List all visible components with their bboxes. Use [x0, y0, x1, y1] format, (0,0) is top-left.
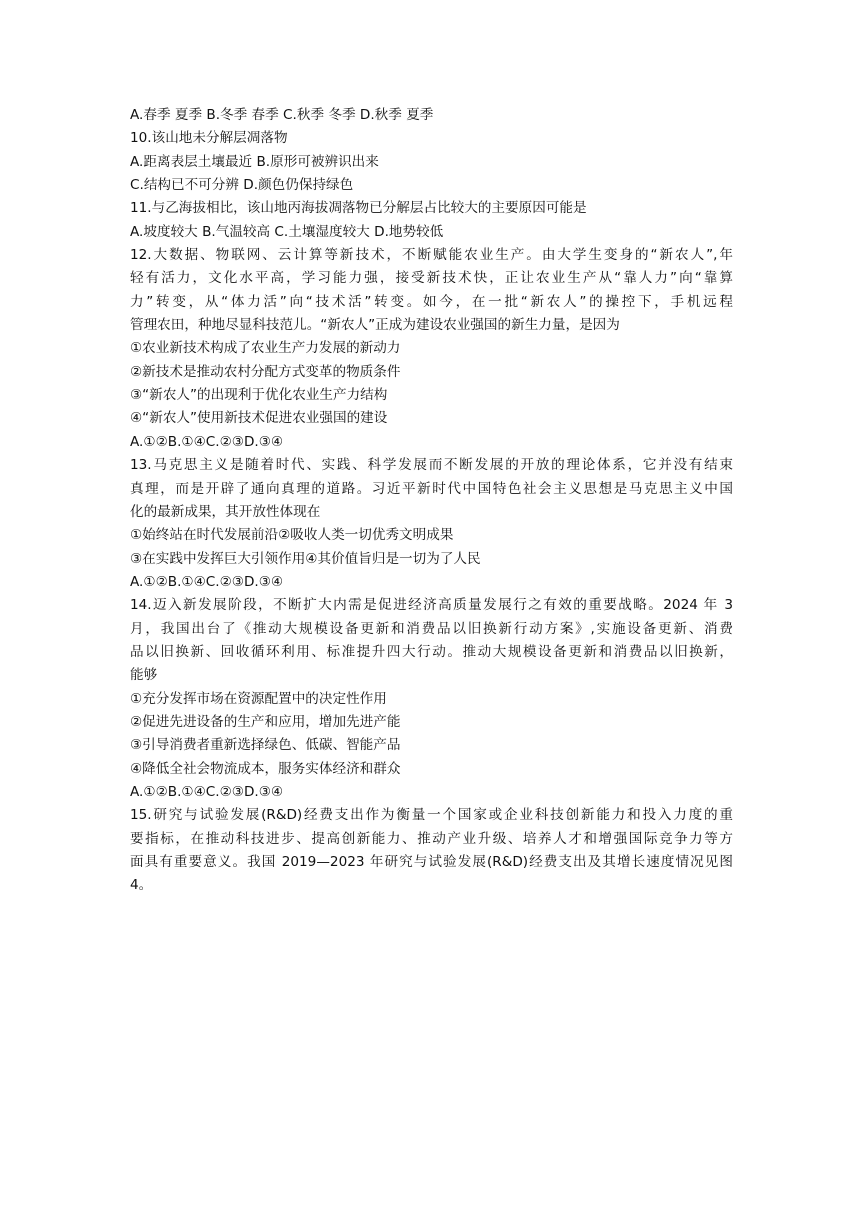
text-line: 要指标，在推动科技进步、提高创新能力、推动产业升级、培养人才和增强国际竞争力等方 — [130, 830, 733, 847]
text-line: A.坡度较大 B.气温较高 C.土壤湿度较大 D.地势较低 — [130, 223, 444, 240]
text-line: 轻有活力，文化水平高，学习能力强，接受新技术快，正让农业生产从“靠人力”向“靠算 — [130, 270, 733, 287]
text-line: 13.马克思主义是随着时代、实践、科学发展而不断发展的开放的理论体系，它并没有结束 — [130, 457, 733, 474]
text-line: ①始终站在时代发展前沿②吸收人类一切优秀文明成果 — [130, 527, 454, 544]
text-line: 月，我国出台了《推动大规模设备更新和消费品以旧换新行动方案》,实施设备更新、消费 — [130, 620, 733, 637]
text-line: 15.研究与试验发展(R&D)经费支出作为衡量一个国家或企业科技创新能力和投入力度的重 — [130, 807, 733, 824]
document-page — [130, 104, 733, 898]
text-line: ①农业新技术构成了农业生产力发展的新动力 — [130, 340, 401, 357]
text-line: 12.大数据、物联网、云计算等新技术，不断赋能农业生产。由大学生变身的“新农人”,年 — [130, 247, 733, 264]
text-line: C.结构已不可分辨 D.颜色仍保持绿色 — [130, 177, 354, 194]
text-line: 4。 — [130, 877, 153, 894]
text-line: ③“新农人”的出现利于优化农业生产力结构 — [130, 387, 388, 404]
text-line: ②新技术是推动农村分配方式变革的物质条件 — [130, 363, 401, 380]
text-line: ②促进先进设备的生产和应用，增加先进产能 — [130, 713, 401, 730]
text-line: A.①②B.①④C.②③D.③④ — [130, 573, 284, 590]
text-line: 10.该山地未分解层凋落物 — [130, 130, 288, 147]
text-line: 11.与乙海拔相比，该山地丙海拔凋落物已分解层占比较大的主要原因可能是 — [130, 200, 587, 217]
text-line: ①充分发挥市场在资源配置中的决定性作用 — [130, 690, 387, 707]
text-line: 品以旧换新、回收循环利用、标准提升四大行动。推动大规模设备更新和消费品以旧换新， — [130, 643, 733, 660]
text-line: 14.迈入新发展阶段，不断扩大内需是促进经济高质量发展行之有效的重要战略。2024 年 3 — [130, 597, 733, 614]
text-line: 面具有重要意义。我国 2019—2023 年研究与试验发展(R&D)经费支出及其增长速度情况见图 — [130, 854, 733, 870]
text-line: ④降低全社会物流成本，服务实体经济和群众 — [130, 760, 401, 777]
text-line: 能够 — [130, 667, 158, 684]
text-line: ③在实践中发挥巨大引领作用④其价值旨归是一切为了人民 — [130, 550, 481, 567]
text-line: 真理，而是开辟了通向真理的道路。习近平新时代中国特色社会主义思想是马克思主义中国 — [130, 480, 733, 497]
text-line: A.距离表层土壤最近 B.原形可被辨识出来 — [130, 153, 379, 170]
text-line: A.春季 夏季 B.冬季 春季 C.秋季 冬季 D.秋季 夏季 — [130, 107, 434, 123]
text-line: ④“新农人”使用新技术促进农业强国的建设 — [130, 410, 388, 427]
text-line: A.①②B.①④C.②③D.③④ — [130, 433, 284, 450]
text-line: 化的最新成果，其开放性体现在 — [130, 503, 321, 520]
text-line: 管理农田，种地尽显科技范儿。“新农人”正成为建设农业强国的新生力量，是因为 — [130, 317, 620, 334]
text-line: A.①②B.①④C.②③D.③④ — [130, 783, 284, 800]
text-line: 力”转变，从“体力活”向“技术活”转变。如今，在一批“新农人”的操控下，手机远程 — [130, 293, 733, 310]
text-line: ③引导消费者重新选择绿色、低碳、智能产品 — [130, 737, 401, 754]
